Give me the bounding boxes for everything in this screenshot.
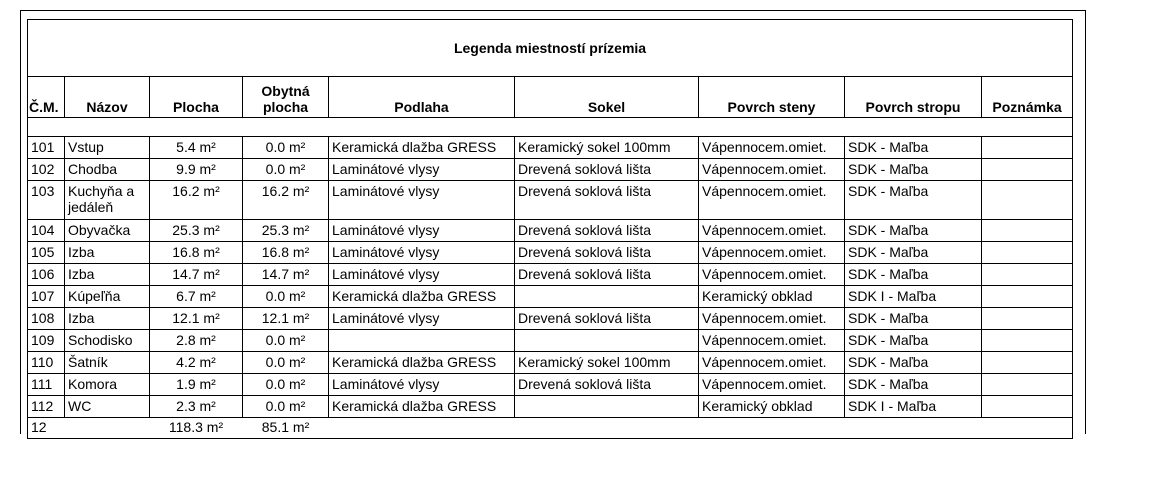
total-blank	[329, 418, 1073, 439]
cell-podlaha: Keramická dlažba GRESS	[329, 286, 515, 308]
cell-obytna-plocha: 0.0 m²	[243, 286, 329, 308]
cell-sokel: Drevená soklová lišta	[515, 242, 699, 264]
header-obytna-plocha: Obytná plocha	[243, 77, 329, 118]
spacer-row	[28, 118, 1073, 137]
room-legend-table	[27, 19, 1073, 439]
cell-cm: 102	[28, 159, 65, 181]
cell-poznamka	[982, 330, 1073, 352]
cell-obytna-plocha: 16.2 m²	[243, 181, 329, 220]
header-podlaha: Podlaha	[329, 77, 515, 118]
cell-podlaha: Keramická dlažba GRESS	[329, 352, 515, 374]
total-count: 12	[28, 418, 150, 439]
cell-plocha: 16.2 m²	[150, 181, 243, 220]
cell-povrch-steny: Vápennocem.omiet.	[699, 308, 845, 330]
cell-sokel: Drevená soklová lišta	[515, 264, 699, 286]
cell-poznamka	[982, 137, 1073, 159]
cell-plocha: 14.7 m²	[150, 264, 243, 286]
cell-poznamka	[982, 220, 1073, 242]
table-row	[28, 242, 1073, 264]
total-plocha: 118.3 m²	[150, 418, 243, 439]
cell-obytna-plocha: 14.7 m²	[243, 264, 329, 286]
cell-obytna-plocha: 12.1 m²	[243, 308, 329, 330]
table-row	[28, 159, 1073, 181]
cell-plocha: 2.3 m²	[150, 396, 243, 418]
cell-plocha: 4.2 m²	[150, 352, 243, 374]
cell-povrch-stropu: SDK - Maľba	[845, 159, 982, 181]
cell-sokel: Drevená soklová lišta	[515, 308, 699, 330]
cell-povrch-stropu: SDK - Maľba	[845, 264, 982, 286]
header-povrch-stropu: Povrch stropu	[845, 77, 982, 118]
cell-obytna-plocha: 16.8 m²	[243, 242, 329, 264]
cell-povrch-steny: Vápennocem.omiet.	[699, 159, 845, 181]
table-row	[28, 264, 1073, 286]
table-row	[28, 330, 1073, 352]
cell-nazov: Obyvačka	[65, 220, 150, 242]
cell-obytna-plocha: 0.0 m²	[243, 137, 329, 159]
title-row	[28, 20, 1073, 77]
cell-povrch-steny: Vápennocem.omiet.	[699, 220, 845, 242]
cell-cm: 104	[28, 220, 65, 242]
cell-povrch-stropu: SDK - Maľba	[845, 137, 982, 159]
cell-povrch-stropu: SDK - Maľba	[845, 352, 982, 374]
cell-nazov: Izba	[65, 308, 150, 330]
cell-cm: 108	[28, 308, 65, 330]
cell-povrch-steny: Keramický obklad	[699, 396, 845, 418]
cell-nazov: Kuchyňa a jedáleň	[65, 181, 150, 220]
cell-poznamka	[982, 352, 1073, 374]
cell-podlaha: Laminátové vlysy	[329, 374, 515, 396]
cell-povrch-stropu: SDK I - Maľba	[845, 286, 982, 308]
total-obytna-plocha: 85.1 m²	[243, 418, 329, 439]
cell-plocha: 2.8 m²	[150, 330, 243, 352]
cell-obytna-plocha: 0.0 m²	[243, 330, 329, 352]
cell-obytna-plocha: 25.3 m²	[243, 220, 329, 242]
cell-sokel	[515, 286, 699, 308]
cell-poznamka	[982, 181, 1073, 220]
cell-povrch-steny: Vápennocem.omiet.	[699, 374, 845, 396]
header-povrch-steny: Povrch steny	[699, 77, 845, 118]
cell-sokel: Drevená soklová lišta	[515, 159, 699, 181]
table-row	[28, 374, 1073, 396]
cell-podlaha: Keramická dlažba GRESS	[329, 137, 515, 159]
cell-povrch-steny: Vápennocem.omiet.	[699, 330, 845, 352]
header-sokel: Sokel	[515, 77, 699, 118]
table-row	[28, 181, 1073, 220]
cell-obytna-plocha: 0.0 m²	[243, 374, 329, 396]
cell-cm: 107	[28, 286, 65, 308]
cell-povrch-stropu: SDK - Maľba	[845, 220, 982, 242]
cell-sokel	[515, 396, 699, 418]
cell-podlaha: Laminátové vlysy	[329, 220, 515, 242]
cell-plocha: 5.4 m²	[150, 137, 243, 159]
cell-poznamka	[982, 308, 1073, 330]
cell-plocha: 12.1 m²	[150, 308, 243, 330]
cell-cm: 111	[28, 374, 65, 396]
cell-sokel: Drevená soklová lišta	[515, 374, 699, 396]
cell-cm: 103	[28, 181, 65, 220]
cell-plocha: 9.9 m²	[150, 159, 243, 181]
cell-povrch-stropu: SDK - Maľba	[845, 308, 982, 330]
cell-povrch-stropu: SDK - Maľba	[845, 374, 982, 396]
cell-cm: 109	[28, 330, 65, 352]
table-row	[28, 286, 1073, 308]
header-nazov: Názov	[65, 77, 150, 118]
cell-cm: 110	[28, 352, 65, 374]
cell-povrch-stropu: SDK - Maľba	[845, 181, 982, 220]
cell-podlaha: Laminátové vlysy	[329, 264, 515, 286]
header-poznamka: Poznámka	[982, 77, 1073, 118]
cell-povrch-steny: Vápennocem.omiet.	[699, 137, 845, 159]
cell-nazov: Izba	[65, 242, 150, 264]
cell-poznamka	[982, 159, 1073, 181]
cell-sokel: Drevená soklová lišta	[515, 181, 699, 220]
cell-podlaha: Laminátové vlysy	[329, 308, 515, 330]
table-row	[28, 352, 1073, 374]
cell-podlaha	[329, 330, 515, 352]
table-row	[28, 220, 1073, 242]
cell-obytna-plocha: 0.0 m²	[243, 159, 329, 181]
cell-podlaha: Laminátové vlysy	[329, 242, 515, 264]
cell-obytna-plocha: 0.0 m²	[243, 396, 329, 418]
cell-nazov: Schodisko	[65, 330, 150, 352]
cell-povrch-steny: Vápennocem.omiet.	[699, 352, 845, 374]
cell-sokel	[515, 330, 699, 352]
spacer-cell	[28, 118, 1073, 137]
cell-nazov: Komora	[65, 374, 150, 396]
cell-nazov: Šatník	[65, 352, 150, 374]
table-row	[28, 396, 1073, 418]
cell-nazov: Vstup	[65, 137, 150, 159]
cell-cm: 112	[28, 396, 65, 418]
cell-nazov: WC	[65, 396, 150, 418]
cell-nazov: Chodba	[65, 159, 150, 181]
cell-nazov: Izba	[65, 264, 150, 286]
cell-povrch-stropu: SDK I - Maľba	[845, 396, 982, 418]
cell-poznamka	[982, 264, 1073, 286]
cell-cm: 105	[28, 242, 65, 264]
cell-povrch-steny: Keramický obklad	[699, 286, 845, 308]
header-plocha: Plocha	[150, 77, 243, 118]
cell-plocha: 1.9 m²	[150, 374, 243, 396]
cell-sokel: Keramický sokel 100mm	[515, 352, 699, 374]
cell-povrch-steny: Vápennocem.omiet.	[699, 264, 845, 286]
cell-plocha: 6.7 m²	[150, 286, 243, 308]
cell-podlaha: Laminátové vlysy	[329, 159, 515, 181]
table-row	[28, 308, 1073, 330]
table-title: Legenda miestností prízemia	[28, 20, 1073, 77]
cell-poznamka	[982, 396, 1073, 418]
header-cm: Č.M.	[28, 77, 65, 118]
cell-poznamka	[982, 242, 1073, 264]
cell-sokel: Keramický sokel 100mm	[515, 137, 699, 159]
cell-povrch-stropu: SDK - Maľba	[845, 330, 982, 352]
cell-povrch-stropu: SDK - Maľba	[845, 242, 982, 264]
cell-plocha: 25.3 m²	[150, 220, 243, 242]
totals-row	[28, 418, 1073, 439]
table-row	[28, 137, 1073, 159]
cell-povrch-steny: Vápennocem.omiet.	[699, 242, 845, 264]
cell-poznamka	[982, 286, 1073, 308]
cell-obytna-plocha: 0.0 m²	[243, 352, 329, 374]
cell-poznamka	[982, 374, 1073, 396]
cell-cm: 106	[28, 264, 65, 286]
cell-podlaha: Keramická dlažba GRESS	[329, 396, 515, 418]
cell-cm: 101	[28, 137, 65, 159]
cell-podlaha: Laminátové vlysy	[329, 181, 515, 220]
cell-plocha: 16.8 m²	[150, 242, 243, 264]
cell-nazov: Kúpeľňa	[65, 286, 150, 308]
header-row	[28, 77, 1073, 118]
cell-povrch-steny: Vápennocem.omiet.	[699, 181, 845, 220]
cell-sokel: Drevená soklová lišta	[515, 220, 699, 242]
